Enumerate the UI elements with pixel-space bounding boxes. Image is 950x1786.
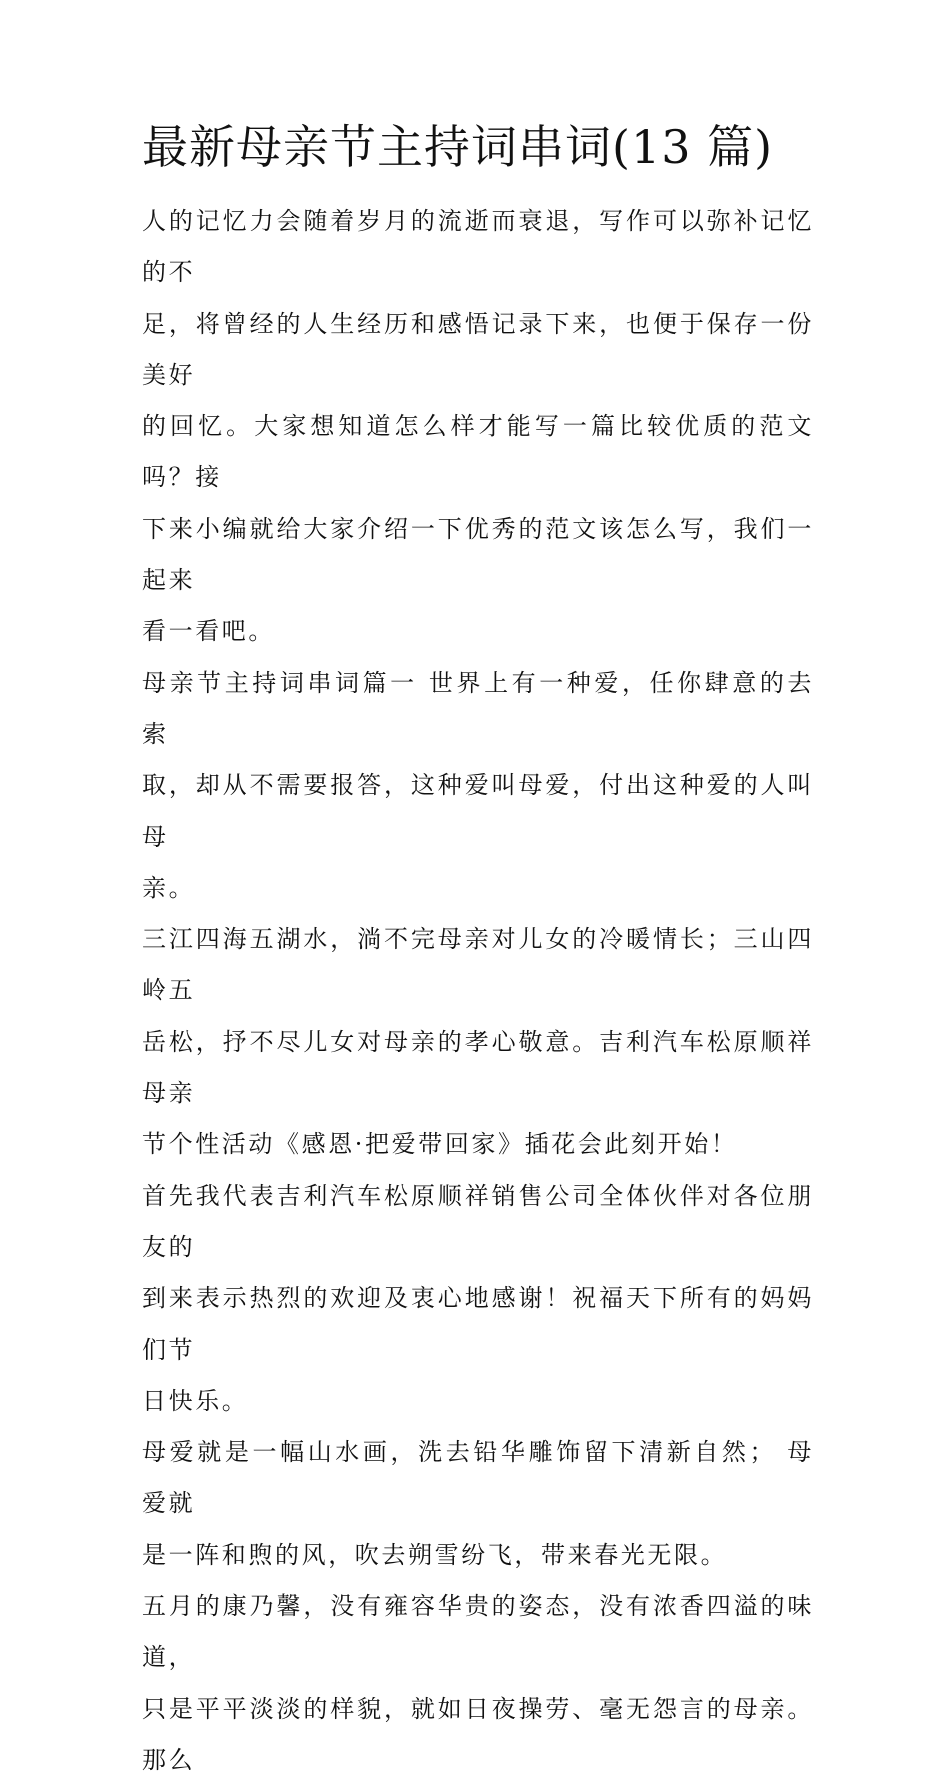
- text-line: 日快乐。: [142, 1386, 249, 1415]
- text-line: 亲。: [142, 873, 196, 902]
- intro-paragraph: [142, 196, 814, 658]
- welcome-paragraph: [142, 1171, 814, 1427]
- mother-love-paragraph: [142, 1427, 814, 1581]
- opening-paragraph: [142, 914, 814, 1170]
- text-line: 是一阵和煦的风，吹去朔雪纷飞，带来春光无限。: [142, 1540, 728, 1569]
- text-line: 看一看吧。: [142, 617, 275, 646]
- text-line: 人的记忆力会随着岁月的流逝而衰退，写作可以弥补记忆的不: [142, 207, 814, 287]
- carnation-paragraph: [142, 1581, 814, 1786]
- section-one-paragraph: [142, 658, 814, 914]
- text-line: 三江四海五湖水，淌不完母亲对儿女的冷暖情长；三山四岭五: [142, 925, 814, 1005]
- text-line: 的回忆。大家想知道怎么样才能写一篇比较优质的范文吗？接: [142, 412, 814, 492]
- document-title: 最新母亲节主持词串词(13 篇): [142, 120, 774, 174]
- text-line: 到来表示热烈的欢迎及衷心地感谢！祝福天下所有的妈妈们节: [142, 1284, 814, 1364]
- text-line: 下来小编就给大家介绍一下优秀的范文该怎么写，我们一起来: [142, 514, 814, 595]
- text-line: 五月的康乃馨，没有雍容华贵的姿态，没有浓香四溢的味道，: [142, 1592, 814, 1672]
- text-line: 首先我代表吉利汽车松原顺祥销售公司全体伙伴对各位朋友的: [142, 1181, 814, 1261]
- text-line: 节个性活动《感恩·把爱带回家》插花会此刻开始！: [142, 1130, 738, 1159]
- text-line: 只是平平淡淡的样貌，就如日夜操劳、毫无怨言的母亲。那么: [142, 1694, 814, 1774]
- text-line: 母亲节主持词串词篇一 世界上有一种爱，任你肆意的去索: [142, 668, 814, 748]
- text-line: 岳松，抒不尽儿女对母亲的孝心敬意。吉利汽车松原顺祥母亲: [142, 1027, 814, 1108]
- text-line: 足，将曾经的人生经历和感悟记录下来，也便于保存一份美好: [142, 309, 814, 389]
- text-line: 母爱就是一幅山水画，洗去铅华雕饰留下清新自然； 母爱就: [142, 1438, 814, 1518]
- document-page: [142, 112, 814, 1786]
- document-body: [142, 196, 814, 1786]
- text-line: 取，却从不需要报答，这种爱叫母爱，付出这种爱的人叫母: [142, 771, 814, 851]
